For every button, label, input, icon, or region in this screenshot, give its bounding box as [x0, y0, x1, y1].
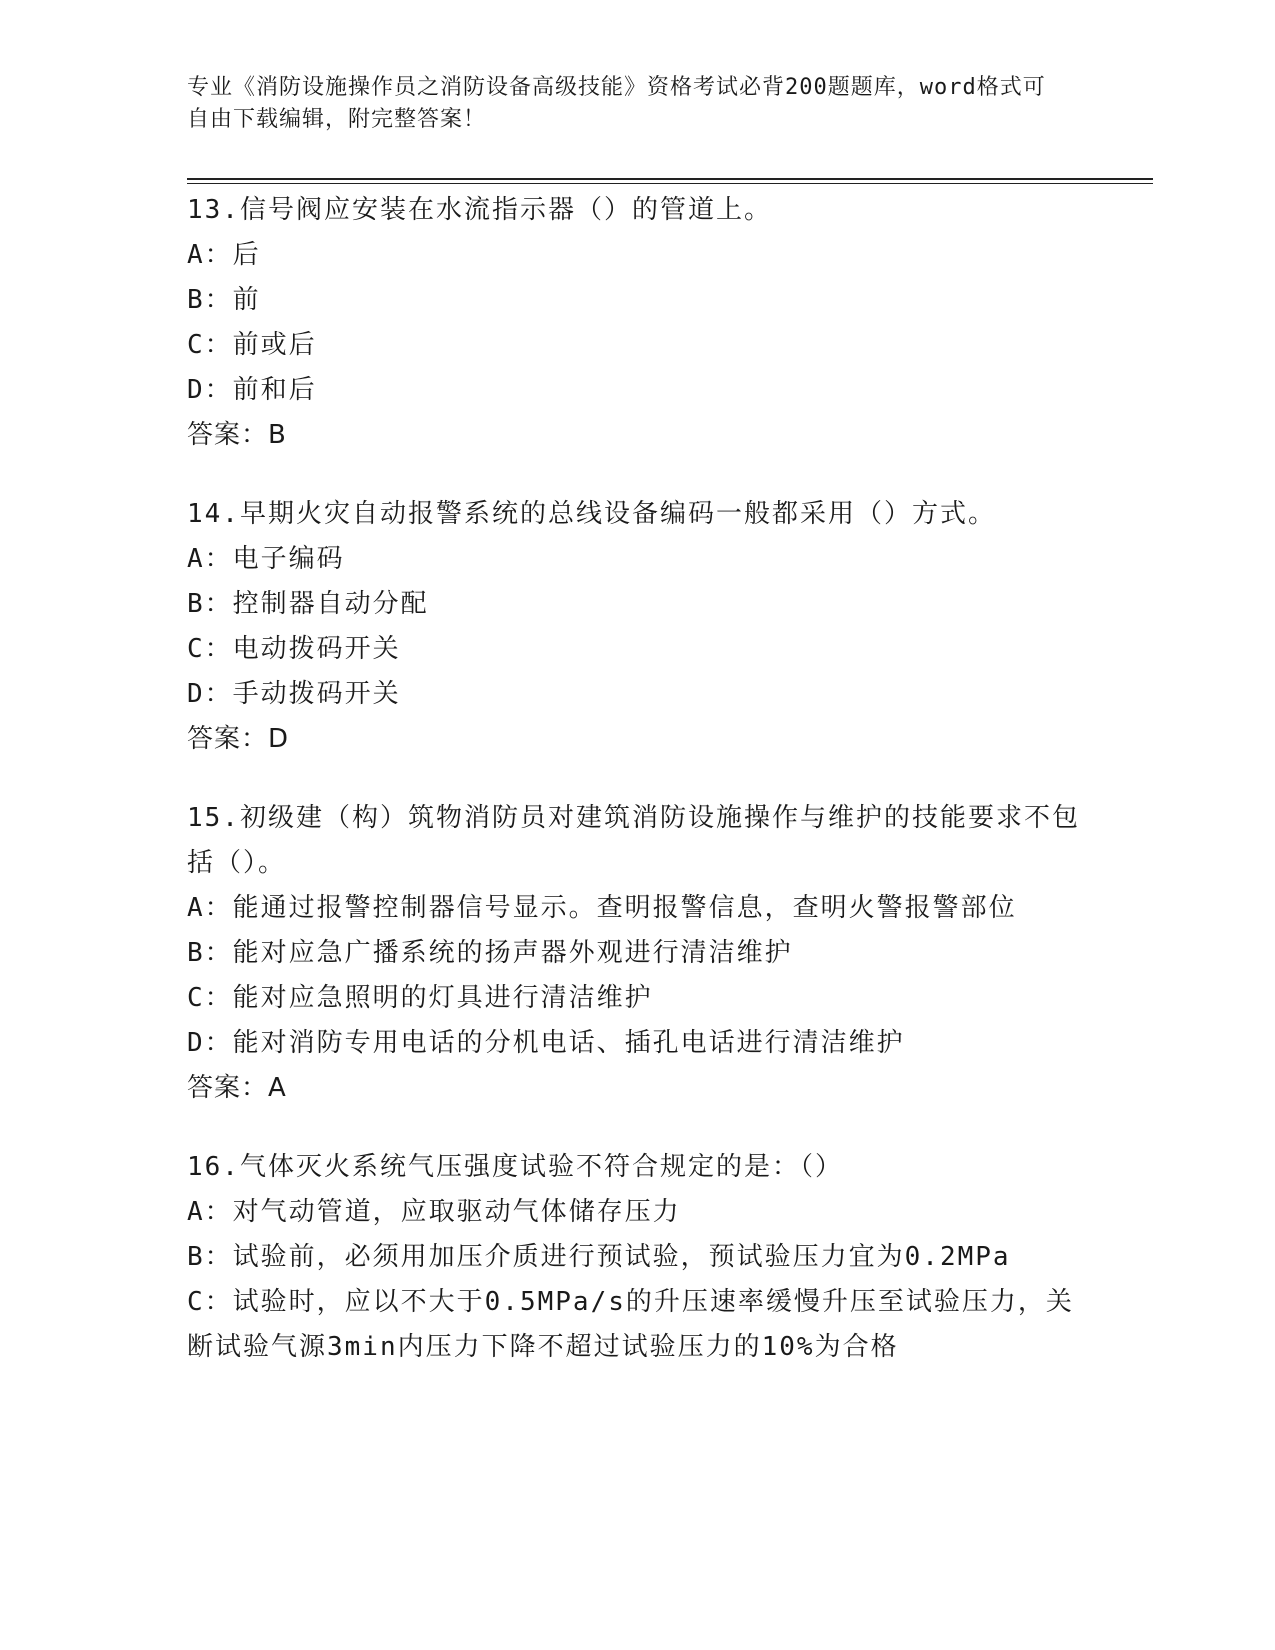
answer-label: 答案：B	[187, 420, 287, 450]
question-15	[187, 796, 1087, 1111]
option-c: C：电动拨码开关	[187, 634, 401, 664]
question-title: 13.信号阀应安装在水流指示器（）的管道上。	[187, 195, 772, 225]
question-title: 14.早期火灾自动报警系统的总线设备编码一般都采用（）方式。	[187, 499, 996, 529]
option-d: D：前和后	[187, 375, 317, 405]
question-13	[187, 188, 1087, 458]
option-c: C：试验时，应以不大于0.5MPa/s的升压速率缓慢升压至试验压力，关断试验气源3min内压力下降不超过试验压力的10%为合格	[187, 1287, 1074, 1362]
question-14	[187, 492, 1087, 762]
document-header: 专业《消防设施操作员之消防设备高级技能》资格考试必背200题题库，word格式可自由下载编辑，附完整答案！	[187, 75, 1046, 132]
question-title: 15.初级建（构）筑物消防员对建筑消防设施操作与维护的技能要求不包括（）。	[187, 803, 1080, 878]
option-a: A：对气动管道，应取驱动气体储存压力	[187, 1197, 681, 1227]
option-b: B：能对应急广播系统的扬声器外观进行清洁维护	[187, 938, 793, 968]
option-d: D：手动拨码开关	[187, 679, 401, 709]
answer-label: 答案：D	[187, 724, 290, 754]
option-a: A：电子编码	[187, 544, 345, 574]
option-c: C：能对应急照明的灯具进行清洁维护	[187, 983, 653, 1013]
answer-label: 答案：A	[187, 1073, 287, 1103]
option-b: B：控制器自动分配	[187, 589, 429, 619]
option-a: A：能通过报警控制器信号显示。查明报警信息，查明火警报警部位	[187, 893, 1017, 923]
option-b: B：前	[187, 285, 261, 315]
question-16	[187, 1145, 1087, 1370]
option-c: C：前或后	[187, 330, 317, 360]
header-divider	[187, 178, 1153, 184]
question-title: 16.气体灭火系统气压强度试验不符合规定的是：（）	[187, 1152, 843, 1182]
option-a: A：后	[187, 240, 261, 270]
option-b: B：试验前，必须用加压介质进行预试验，预试验压力宜为0.2MPa	[187, 1242, 1011, 1272]
option-d: D：能对消防专用电话的分机电话、插孔电话进行清洁维护	[187, 1028, 905, 1058]
question-list	[187, 188, 1087, 1404]
